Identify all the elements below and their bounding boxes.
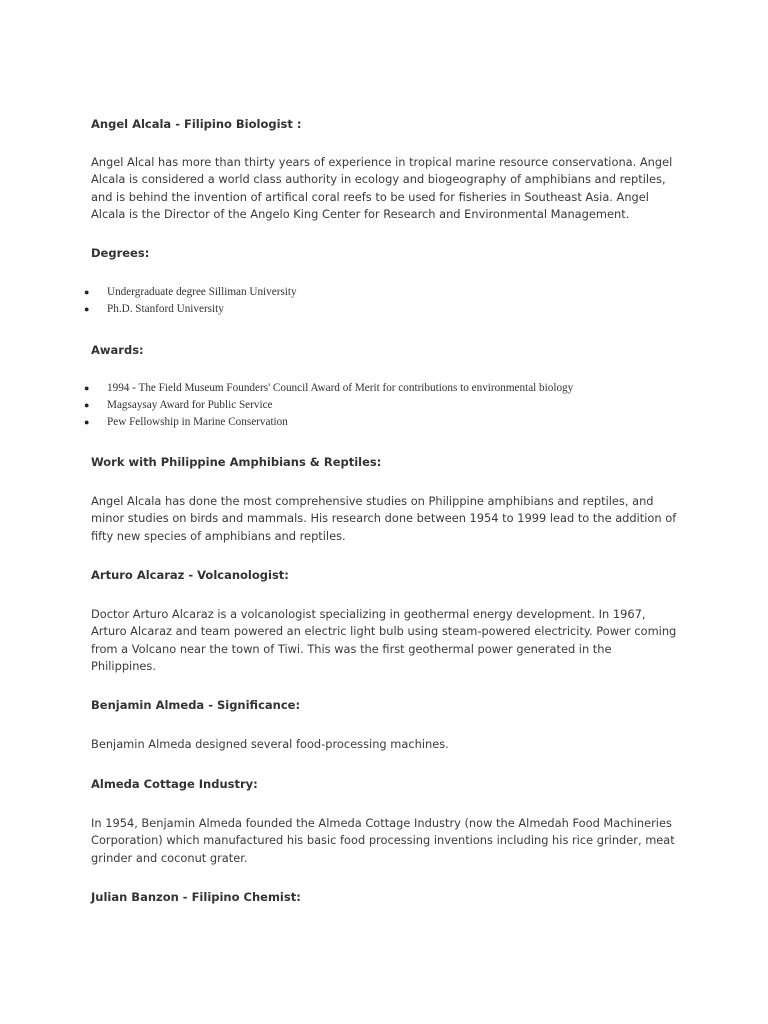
list-item-text: Ph.D. Stanford University bbox=[107, 303, 224, 315]
heading-awards: Awards: bbox=[91, 343, 144, 357]
text-line: Arturo Alcaraz and team powered an electric light bulb using steam-powered electricity. Power coming bbox=[91, 624, 677, 639]
bullet-icon: ● bbox=[84, 287, 90, 297]
text-line: In 1954, Benjamin Almeda founded the Almeda Cottage Industry (now the Almedah Food Machineries bbox=[91, 816, 672, 830]
list-item-text: Magsaysay Award for Public Service bbox=[107, 399, 273, 411]
text-line: Philippines. bbox=[91, 658, 156, 673]
paragraph-amphibians-reptiles bbox=[91, 493, 676, 545]
heading-arturo-alcaraz: Arturo Alcaraz - Volcanologist: bbox=[91, 568, 289, 582]
paragraph-almeda-cottage-industry bbox=[91, 815, 675, 867]
bullet-icon: ● bbox=[84, 383, 90, 393]
bullet-icon: ● bbox=[84, 304, 90, 314]
paragraph-benjamin-almeda bbox=[91, 736, 449, 753]
list-item-text: Undergraduate degree Silliman University bbox=[107, 286, 297, 298]
paragraph-arturo-alcaraz bbox=[91, 606, 676, 675]
heading-almeda-cottage-industry: Almeda Cottage Industry: bbox=[91, 777, 258, 791]
text-line: Benjamin Almeda designed several food-processing machines. bbox=[91, 737, 449, 751]
heading-amphibians-reptiles: Work with Philippine Amphibians & Reptiles: bbox=[91, 455, 382, 469]
bullet-icon: ● bbox=[84, 400, 90, 410]
text-line: minor studies on birds and mammals. His research done between 1954 to 1999 lead to the addition of bbox=[91, 511, 677, 526]
bullet-icon: ● bbox=[84, 417, 90, 427]
heading-degrees: Degrees: bbox=[91, 246, 150, 260]
text-line: from a Volcano near the town of Tiwi. This was the first geothermal power generated in the bbox=[91, 641, 612, 656]
text-line: fifty new species of amphibians and reptiles. bbox=[91, 528, 346, 543]
paragraph-angel-alcala bbox=[91, 154, 672, 223]
text-line: Alcala is the Director of the Angelo King Center for Research and Environmental Management. bbox=[91, 206, 630, 221]
list-item-text: Pew Fellowship in Marine Conservation bbox=[107, 416, 288, 428]
text-line: Angel Alcal has more than thirty years of experience in tropical marine resource conservationa. Angel bbox=[91, 155, 673, 169]
text-line: grinder and coconut grater. bbox=[91, 850, 248, 865]
list-item-text: 1994 - The Field Museum Founders' Council Award of Merit for contributions to environmental biology bbox=[107, 382, 574, 394]
heading-angel-alcala: Angel Alcala - Filipino Biologist : bbox=[91, 117, 302, 131]
text-line: Angel Alcala has done the most comprehensive studies on Philippine amphibians and reptiles, and bbox=[91, 494, 654, 508]
heading-julian-banzon: Julian Banzon - Filipino Chemist: bbox=[91, 890, 301, 904]
text-line: Alcala is considered a world class authority in ecology and biogeography of amphibians and reptiles, bbox=[91, 172, 666, 187]
text-line: and is behind the invention of artifical coral reefs to be used for fisheries in Southeast Asia. Angel bbox=[91, 189, 649, 204]
text-line: Corporation) which manufactured his basic food processing inventions including his rice grinder, meat bbox=[91, 833, 675, 848]
text-line: Doctor Arturo Alcaraz is a volcanologist specializing in geothermal energy development. In 1967, bbox=[91, 607, 646, 621]
heading-benjamin-almeda: Benjamin Almeda - Significance: bbox=[91, 698, 301, 712]
